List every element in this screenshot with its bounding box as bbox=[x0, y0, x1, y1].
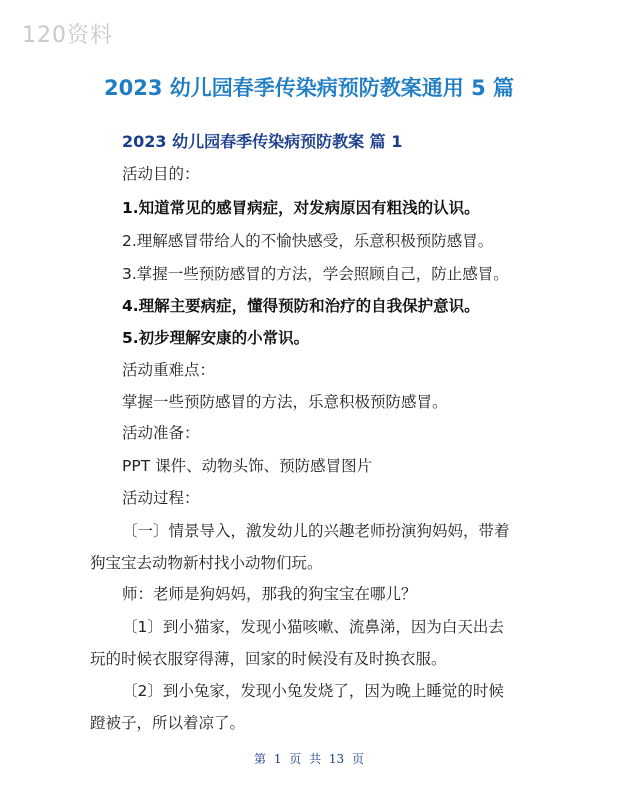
paragraph: 〔2〕到小兔家，发现小兔发烧了，因为晚上睡觉的时候 bbox=[122, 682, 504, 700]
paragraph: 蹬被子，所以着凉了。 bbox=[90, 714, 246, 732]
document-title: 2023 幼儿园春季传染病预防教案通用 5 篇 bbox=[104, 76, 514, 100]
paragraph: 〔1〕到小猫家，发现小猫咳嗽、流鼻涕，因为白天出去 bbox=[122, 618, 504, 636]
watermark: 120资料 bbox=[22, 23, 113, 48]
paragraph: 活动目的： bbox=[122, 165, 200, 183]
paragraph: 2.理解感冒带给人的不愉快感受，乐意积极预防感冒。 bbox=[122, 232, 494, 250]
section-title: 2023 幼儿园春季传染病预防教案 篇 1 bbox=[122, 132, 403, 151]
paragraph: 活动准备： bbox=[122, 424, 200, 442]
paragraph: 活动过程： bbox=[122, 489, 200, 507]
paragraph: 〔一〕情景导入，激发幼儿的兴趣老师扮演狗妈妈，带着 bbox=[122, 522, 510, 540]
paragraph: PPT 课件、动物头饰、预防感冒图片 bbox=[122, 457, 373, 475]
paragraph: 1.知道常见的感冒病症，对发病原因有粗浅的认识。 bbox=[122, 199, 480, 217]
paragraph: 师：老师是狗妈妈，那我的狗宝宝在哪儿？ bbox=[122, 585, 417, 603]
paragraph: 4.理解主要病症，懂得预防和治疗的自我保护意识。 bbox=[122, 297, 480, 315]
paragraph: 玩的时候衣服穿得薄，回家的时候没有及时换衣服。 bbox=[90, 650, 447, 668]
page-footer: 第 1 页 共 13 页 bbox=[254, 752, 364, 766]
paragraph: 狗宝宝去动物新村找小动物们玩。 bbox=[90, 554, 323, 572]
paragraph: 掌握一些预防感冒的方法，乐意积极预防感冒。 bbox=[122, 393, 448, 411]
paragraph: 活动重难点： bbox=[122, 361, 216, 379]
paragraph: 3.掌握一些预防感冒的方法，学会照顾自己，防止感冒。 bbox=[122, 265, 509, 283]
paragraph: 5.初步理解安康的小常识。 bbox=[122, 329, 310, 347]
